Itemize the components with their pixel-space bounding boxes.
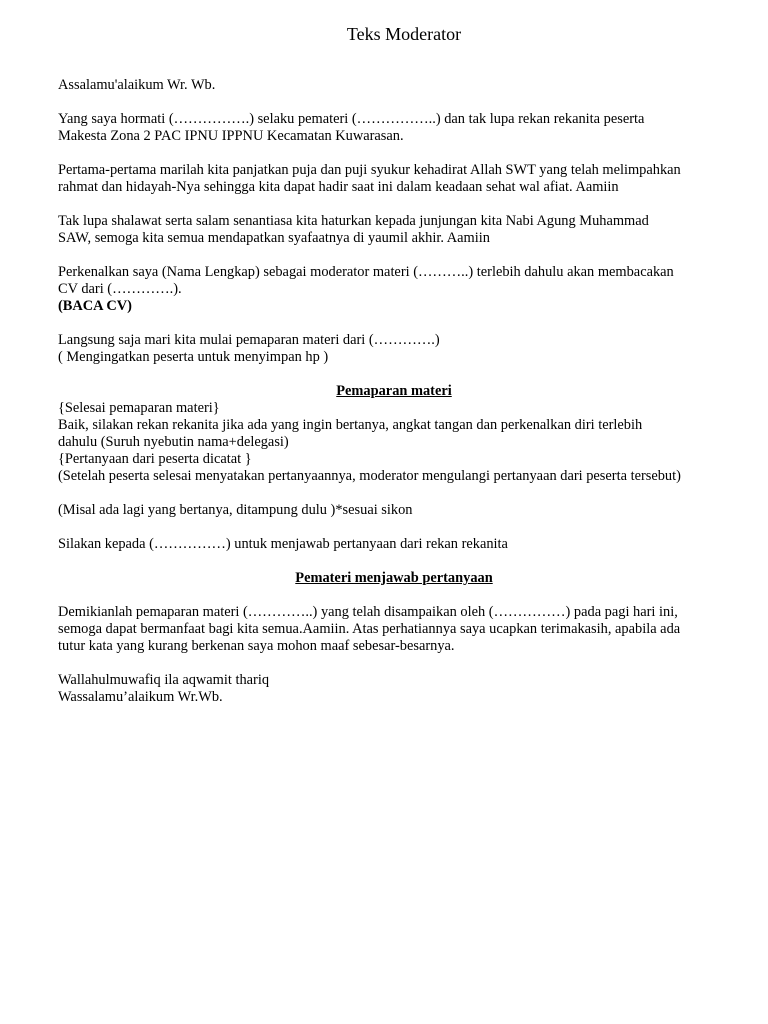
paragraph-answer-invite: Silakan kepada (……………) untuk menjawab pertanyaan dari rekan rekanita: [58, 536, 508, 552]
paragraph-salutation: Yang saya hormati (…………….) selaku pemateri (……………..) dan tak lupa rekan rekanita peserta Makesta Zona 2 PAC IPNU IPPNU Kecamatan Kuwarasan.: [58, 111, 645, 144]
greeting: Assalamu'alaikum Wr. Wb.: [58, 77, 216, 93]
paragraph-shalawat: Tak lupa shalawat serta salam senantiasa kita haturkan kepada junjungan kita Nabi Agung Muhammad SAW, semoga kita semua mendapatkan syafaatnya di yaumil akhir. Aamiin: [58, 213, 649, 246]
paragraph-extra-questions: (Misal ada lagi yang bertanya, ditampung dulu )*sesuai sikon: [58, 502, 413, 518]
read-cv-note: (BACA CV): [58, 298, 132, 314]
heading-pemaparan-materi: Pemaparan materi: [336, 383, 452, 399]
paragraph-gratitude: Pertama-pertama marilah kita panjatkan puja dan puji syukur kehadirat Allah SWT yang telah melimpahkan rahmat dan hidayah-Nya sehingga kita dapat hadir saat ini dalam keadaan sehat wal afiat. Aamiin: [58, 162, 681, 195]
document-page: [58, 22, 730, 706]
paragraph-closing: Wallahulmuwafiq ila aqwamit thariq Wassalamu’alaikum Wr.Wb.: [58, 672, 270, 705]
paragraph-introduction: Perkenalkan saya (Nama Lengkap) sebagai moderator materi (………..) terlebih dahulu akan membacakan CV dari (………….). (BACA CV): [58, 264, 730, 315]
document-body: [58, 77, 730, 706]
paragraph-start: Langsung saja mari kita mulai pemaparan materi dari (………….) ( Mengingatkan peserta untuk menyimpan hp ): [58, 332, 440, 365]
paragraph-conclusion: Demikianlah pemaparan materi (…………..) yang telah disampaikan oleh (……………) pada pagi hari ini, semoga dapat bermanfaat bagi kita semua.Aamiin. Atas perhatiannya saya ucapkan terimakasih, apabila ada tutur kata yang kurang berkenan saya mohon maaf sebesar-besarnya.: [58, 604, 681, 654]
document-title: Teks Moderator: [346, 24, 462, 44]
paragraph-qa: {Selesai pemaparan materi} Baik, silakan rekan rekanita jika ada yang ingin bertanya, angkat tangan dan perkenalkan diri terlebih dahulu (Suruh nyebutin nama+delegasi) {Pertanyaan dari peserta dicatat } (Setelah peserta selesai menyatakan pertanyaannya, moderator mengulangi pertanyaan dari peserta tersebut): [58, 400, 681, 484]
heading-pemateri-menjawab: Pemateri menjawab pertanyaan: [295, 570, 493, 586]
